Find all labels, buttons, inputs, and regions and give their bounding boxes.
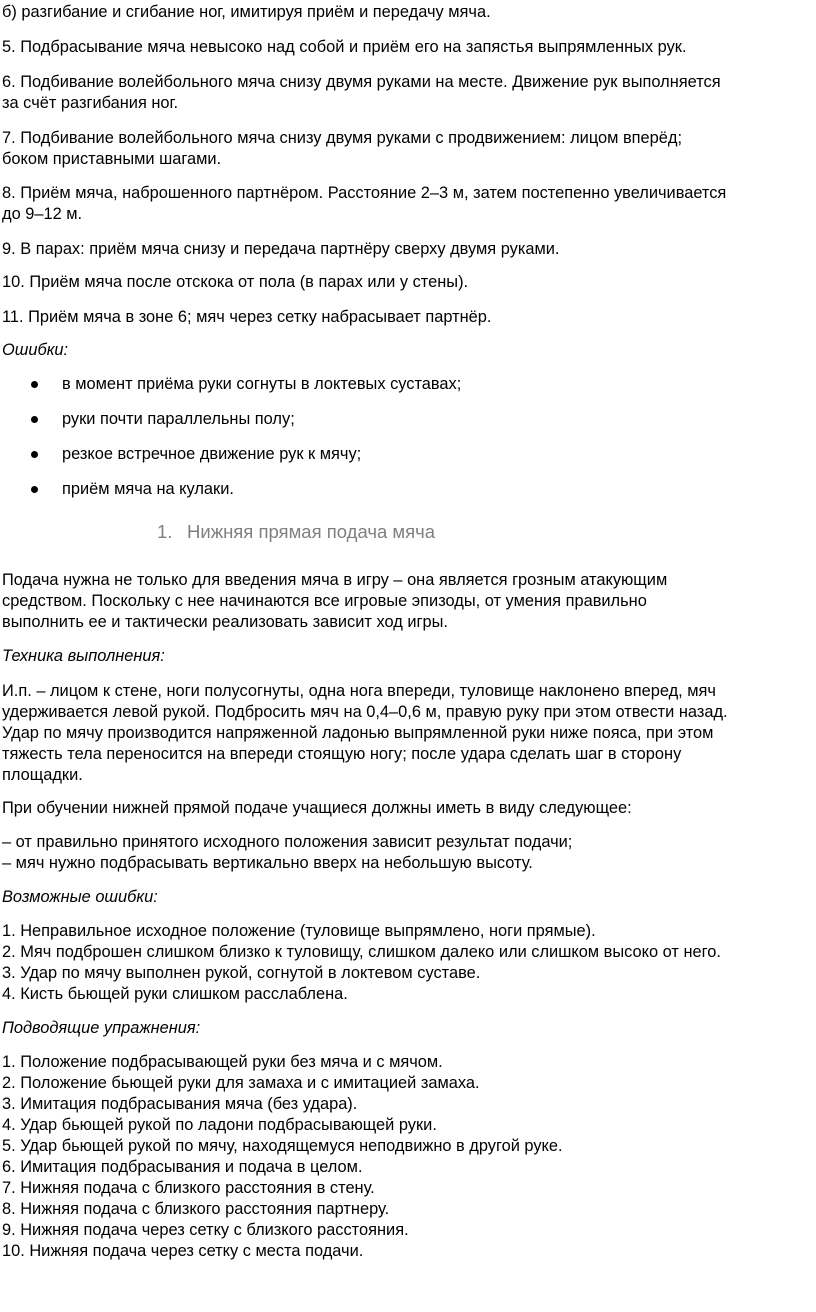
- bullet-icon: [31, 451, 38, 458]
- lead-exercise-8: 8. Нижняя подача с близкого расстояния партнеру.: [2, 1200, 390, 1218]
- lead-exercise-1: 1. Положение подбрасывающей руки без мяча и с мячом.: [2, 1053, 443, 1071]
- list-item-6-line-2: за счёт разгибания ног.: [2, 94, 179, 112]
- list-item-5: 5. Подбрасывание мяча невысоко над собой и приём его на запястья выпрямленных рук.: [2, 38, 687, 56]
- bullet-icon: [31, 381, 38, 388]
- lead-exercise-4: 4. Удар бьющей рукой по ладони подбрасывающей руки.: [2, 1116, 437, 1134]
- lead-exercise-5: 5. Удар бьющей рукой по мячу, находящемуся неподвижно в другой руке.: [2, 1137, 563, 1155]
- lead-exercise-6: 6. Имитация подбрасывания и подача в целом.: [2, 1158, 363, 1176]
- intro-line-1: Подача нужна не только для введения мяча в игру – она является грозным атакующим: [2, 571, 668, 589]
- bullet-icon: [31, 486, 38, 493]
- technique-line-3: Удар по мячу производится напряженной ладонью выпрямленной руки ниже пояса, при этом: [2, 724, 714, 742]
- learning-point-1: – от правильно принятого исходного положения зависит результат подачи;: [2, 833, 573, 851]
- learning-intro: При обучении нижней прямой подаче учащиеся должны иметь в виду следующее:: [2, 799, 632, 817]
- learning-point-2: – мяч нужно подбрасывать вертикально вверх на небольшую высоту.: [2, 854, 533, 872]
- possible-errors-label: Возможные ошибки:: [2, 888, 158, 906]
- intro-line-2: средством. Поскольку с нее начинаются все игровые эпизоды, от умения правильно: [2, 592, 647, 610]
- lead-exercise-2: 2. Положение бьющей руки для замаха и с имитацией замаха.: [2, 1074, 480, 1092]
- section-heading: [157, 521, 435, 542]
- list-item-8-line-2: до 9–12 м.: [2, 205, 83, 223]
- bullet-text: приём мяча на кулаки.: [62, 480, 234, 498]
- technique-line-4: тяжесть тела переносится на впереди стоящую ногу; после удара сделать шаг в сторону: [2, 745, 682, 763]
- lead-exercise-7: 7. Нижняя подача с близкого расстояния в стену.: [2, 1179, 375, 1197]
- list-item-6-line-1: 6. Подбивание волейбольного мяча снизу двумя руками на месте. Движение рук выполняется: [2, 73, 721, 91]
- lead-exercise-10: 10. Нижняя подача через сетку с места подачи.: [2, 1242, 364, 1260]
- list-item-11: 11. Приём мяча в зоне 6; мяч через сетку набрасывает партнёр.: [2, 308, 492, 326]
- list-item-10: 10. Приём мяча после отскока от пола (в парах или у стены).: [2, 273, 469, 291]
- technique-line-1: И.п. – лицом к стене, ноги полусогнуты, одна нога впереди, туловище наклонено вперед, мяч: [2, 682, 716, 700]
- possible-error-2: 2. Мяч подброшен слишком близко к туловищу, слишком далеко или слишком высоко от него.: [2, 943, 721, 961]
- technique-line-5: площадки.: [2, 766, 83, 784]
- technique-line-2: удерживается левой рукой. Подбросить мяч на 0,4–0,6 м, правую руку при этом отвести назад.: [2, 703, 728, 721]
- list-item-7-line-1: 7. Подбивание волейбольного мяча снизу двумя руками с продвижением: лицом вперёд;: [2, 129, 683, 147]
- bullet-text: резкое встречное движение рук к мячу;: [62, 445, 362, 463]
- technique-label: Техника выполнения:: [2, 647, 165, 665]
- section-title: Нижняя прямая подача мяча: [187, 521, 436, 542]
- bullet-text: в момент приёма руки согнуты в локтевых суставах;: [62, 375, 462, 393]
- lead-exercises-label: Подводящие упражнения:: [2, 1019, 201, 1037]
- intro-line-3: выполнить ее и тактически реализовать зависит ход игры.: [2, 613, 448, 631]
- bullet-icon: [31, 416, 38, 423]
- section-number: 1.: [157, 521, 173, 542]
- bullet-text: руки почти параллельны полу;: [62, 410, 295, 428]
- list-item-8-line-1: 8. Приём мяча, наброшенного партнёром. Расстояние 2–3 м, затем постепенно увеличивается: [2, 184, 727, 202]
- lead-exercise-9: 9. Нижняя подача через сетку с близкого расстояния.: [2, 1221, 409, 1239]
- possible-error-3: 3. Удар по мячу выполнен рукой, согнутой в локтевом суставе.: [2, 964, 481, 982]
- list-item-9: 9. В парах: приём мяча снизу и передача партнёру сверху двумя руками.: [2, 240, 560, 258]
- possible-error-1: 1. Неправильное исходное положение (туловище выпрямлено, ноги прямые).: [2, 922, 596, 940]
- text-line-b: б) разгибание и сгибание ног, имитируя приём и передачу мяча.: [2, 3, 491, 21]
- lead-exercise-3: 3. Имитация подбрасывания мяча (без удара).: [2, 1095, 358, 1113]
- errors-label: Ошибки:: [2, 341, 69, 359]
- possible-error-4: 4. Кисть бьющей руки слишком расслаблена.: [2, 985, 348, 1003]
- list-item-7-line-2: боком приставными шагами.: [2, 150, 222, 168]
